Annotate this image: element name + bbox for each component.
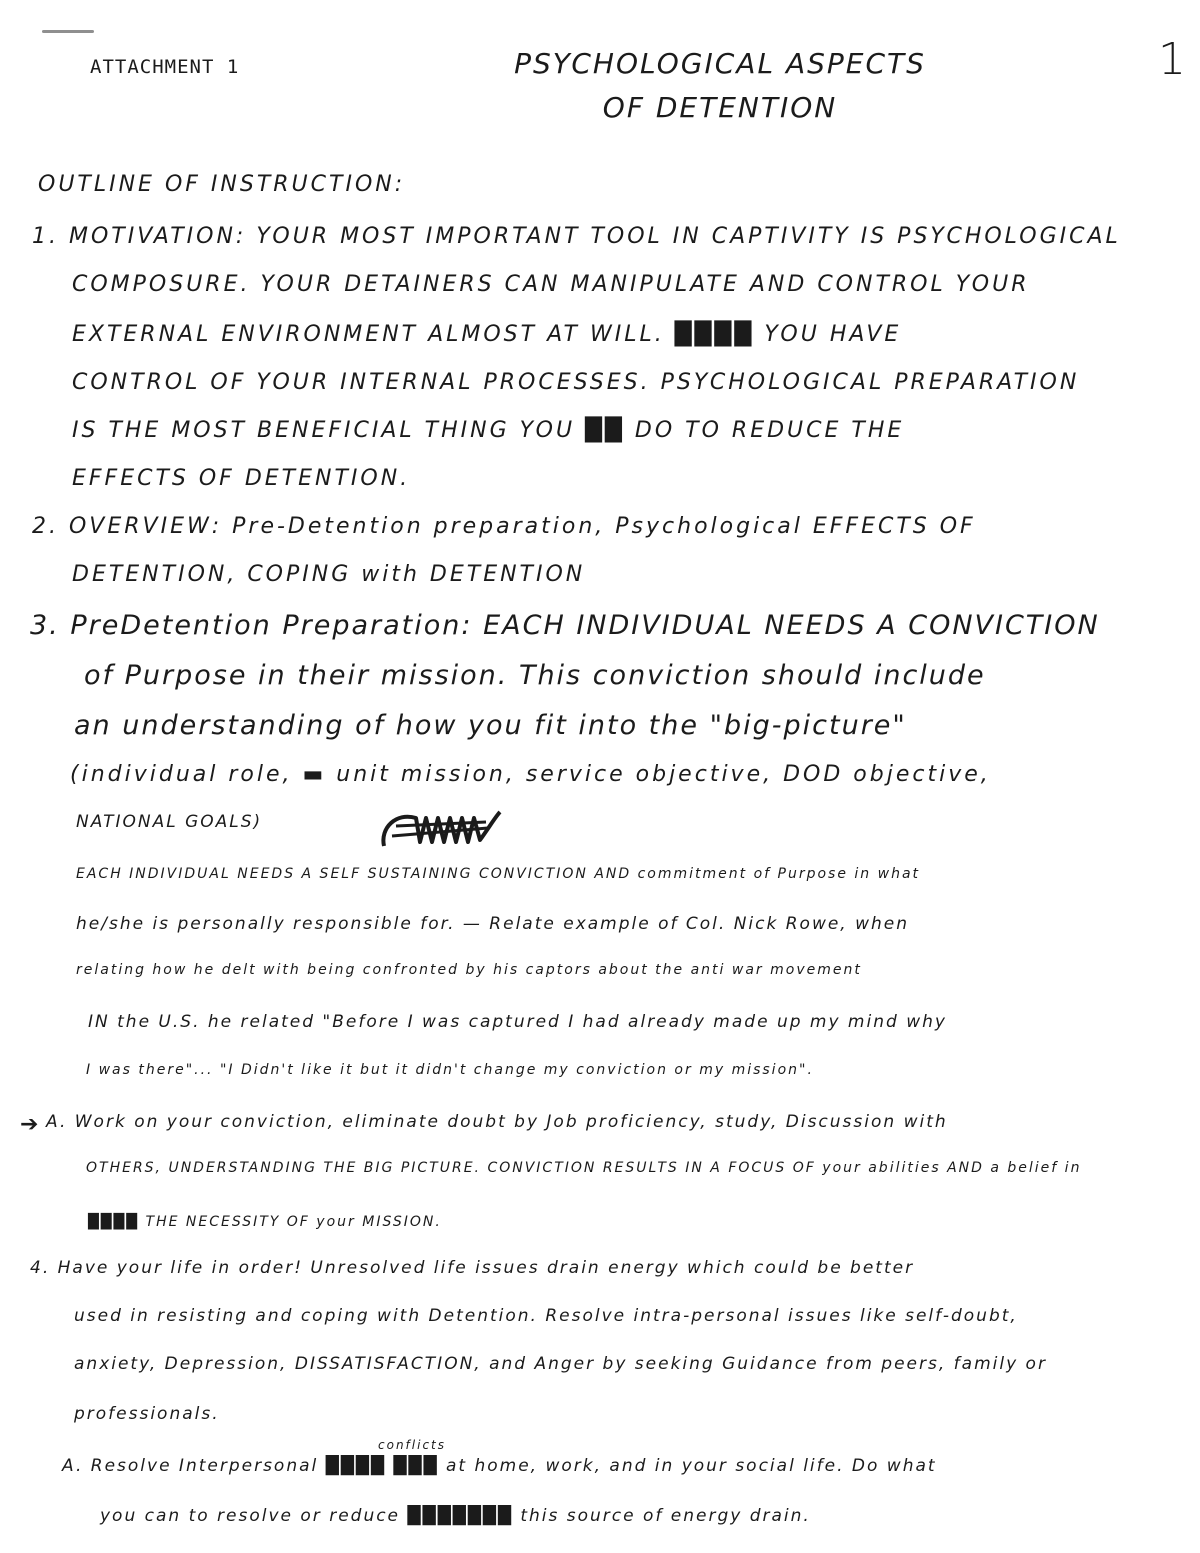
- page-number: 1: [1158, 34, 1186, 85]
- scribbled-out-word: [376, 806, 504, 852]
- section-4-line-2: used in resisting and coping with Detention. Resolve intra-personal issues like self-doubt,: [74, 1306, 1018, 1326]
- subitem-a-line-3: ████ THE NECESSITY OF your MISSION.: [88, 1214, 442, 1230]
- section-1-line-2: COMPOSURE. YOUR DETAINERS CAN MANIPULATE AND CONTROL YOUR: [72, 272, 1030, 297]
- section-4-line-1: 4. Have your life in order! Unresolved life issues drain energy which could be better: [30, 1258, 915, 1278]
- inserted-word-conflicts: conflicts: [378, 1438, 446, 1452]
- section-1-line-1: 1. MOTIVATION: YOUR MOST IMPORTANT TOOL IN CAPTIVITY IS PSYCHOLOGICAL: [32, 224, 1121, 249]
- title-line-2: OF DETENTION: [602, 91, 838, 124]
- subitem-a-line-2: OTHERS, UNDERSTANDING THE BIG PICTURE. CONVICTION RESULTS IN A FOCUS OF your abilities AND a belief in: [86, 1160, 1082, 1176]
- narrative-line-2: he/she is personally responsible for. — Relate example of Col. Nick Rowe, when: [76, 914, 910, 934]
- subitem-4a-line-1: A. Resolve Interpersonal ████ ███ at home, work, and in your social life. Do what: [62, 1456, 937, 1476]
- section-4-line-4: professionals.: [74, 1404, 220, 1424]
- section-1-line-6: EFFECTS OF DETENTION.: [72, 466, 411, 491]
- subitem-a-line-1: A. Work on your conviction, eliminate doubt by Job proficiency, study, Discussion with: [46, 1112, 948, 1132]
- scan-artifact-mark: [42, 30, 94, 33]
- outline-heading: OUTLINE OF INSTRUCTION:: [38, 172, 406, 197]
- section-3-line-1: 3. PreDetention Preparation: EACH INDIVIDUAL NEEDS A CONVICTION: [30, 610, 1100, 641]
- section-1-line-3: EXTERNAL ENVIRONMENT ALMOST AT WILL. ████ YOU HAVE: [72, 322, 902, 347]
- narrative-line-4: IN the U.S. he related "Before I was captured I had already made up my mind why: [88, 1012, 947, 1032]
- narrative-line-3: relating how he delt with being confronted by his captors about the anti war movement: [76, 962, 862, 978]
- section-1-line-5: IS THE MOST BENEFICIAL THING YOU ██ DO TO REDUCE THE: [72, 418, 905, 443]
- section-4-line-3: anxiety, Depression, DISSATISFACTION, and Anger by seeking Guidance from peers, family or: [74, 1354, 1047, 1374]
- document-title: [500, 42, 940, 130]
- margin-arrow-mark: ➔: [20, 1112, 39, 1137]
- narrative-line-5: I was there"... "I Didn't like it but it didn't change my conviction or my mission".: [86, 1062, 814, 1078]
- section-2-line-1: 2. OVERVIEW: Pre-Detention preparation, Psychological EFFECTS OF: [32, 514, 976, 539]
- section-2-line-2: DETENTION, COPING with DETENTION: [72, 562, 586, 587]
- section-3-line-2: of Purpose in their mission. This conviction should include: [84, 660, 986, 691]
- section-3-line-5: NATIONAL GOALS): [76, 812, 263, 832]
- title-line-1: PSYCHOLOGICAL ASPECTS: [514, 47, 926, 80]
- subitem-4a-line-2: you can to resolve or reduce ███████ this source of energy drain.: [100, 1506, 811, 1526]
- section-3-line-4: (individual role, ▬ unit mission, service objective, DOD objective,: [70, 762, 991, 787]
- section-1-line-4: CONTROL OF YOUR INTERNAL PROCESSES. PSYCHOLOGICAL PREPARATION: [72, 370, 1080, 395]
- section-3-line-3: an understanding of how you fit into the "big-picture": [74, 710, 907, 741]
- attachment-label: ATTACHMENT 1: [90, 56, 240, 78]
- narrative-line-1: EACH INDIVIDUAL NEEDS A SELF SUSTAINING CONVICTION AND commitment of Purpose in what: [76, 866, 921, 882]
